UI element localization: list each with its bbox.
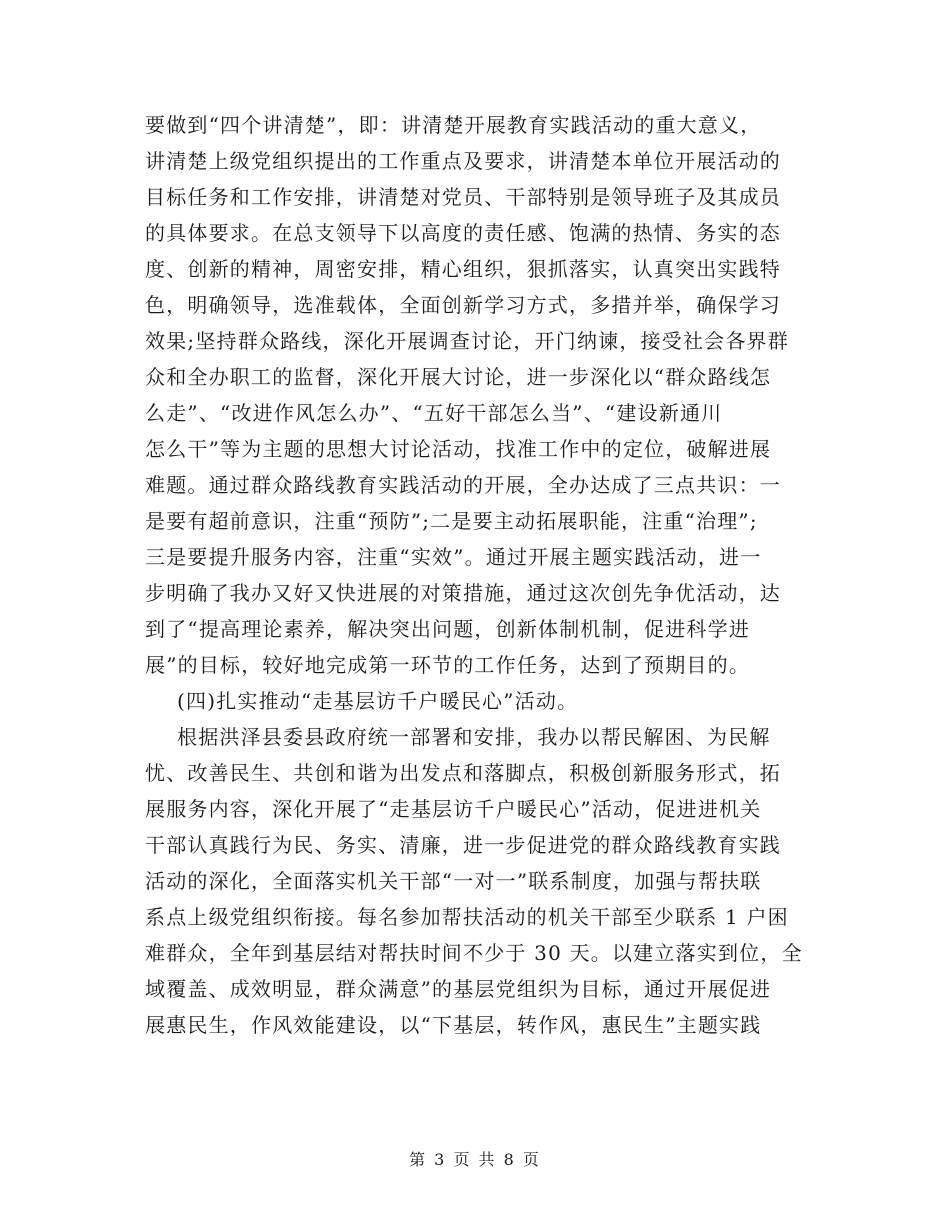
text-line: 展惠民生，作风效能建设，以“下基层，转作风，惠民生”主题实践 <box>145 1013 762 1037</box>
text-line: 展服务内容，深化开展了“走基层访千户暖民心”活动，促进进机关 <box>145 797 762 821</box>
text-line: 怎么干”等为主题的思想大讨论活动，找准工作中的定位，破解进展 <box>145 437 772 461</box>
text-line: 难题。通过群众路线教育实践活动的开展，全办达成了三点共识：一 <box>145 473 781 497</box>
text-line: (四)扎实推动“走基层访千户暖民心”活动。 <box>177 689 579 713</box>
text-line: 色，明确领导，选准载体，全面创新学习方式，多措并举，确保学习 <box>145 293 781 317</box>
text-line: 要做到“四个讲清楚”，即：讲清楚开展教育实践活动的重大意义， <box>145 113 762 137</box>
text-line: 根据洪泽县委县政府统一部署和安排，我办以帮民解困、为民解 <box>177 725 771 749</box>
paragraph <box>145 107 825 683</box>
text-line: 目标任务和工作安排，讲清楚对党员、干部特别是领导班子及其成员 <box>145 185 781 209</box>
text-line: 到了“提高理论素养，解决突出问题，创新体制机制，促进科学进 <box>145 617 751 641</box>
text-line: 难群众，全年到基层结对帮扶时间不少于 30 天。以建立落实到位，全 <box>145 941 803 965</box>
text-line: 步明确了我办又好又快进展的对策措施，通过这次创先争优活动，达 <box>145 581 781 605</box>
text-line: 的具体要求。在总支领导下以高度的责任感、饱满的热情、务实的态 <box>145 221 781 245</box>
text-line: 么走”、“改进作风怎么办”、“五好干部怎么当”、“建设新通川 <box>145 401 723 425</box>
text-line: 效果;坚持群众路线，深化开展调查讨论，开门纳谏，接受社会各界群 <box>145 329 789 353</box>
text-line: 讲清楚上级党组织提出的工作重点及要求，讲清楚本单位开展活动的 <box>145 149 781 173</box>
text-line: 展”的目标，较好地完成第一环节的工作任务，达到了预期目的。 <box>145 653 751 677</box>
document-body <box>145 107 825 1043</box>
text-line: 是要有超前意识，注重“预防”;二是要主动拓展职能，注重“治理”; <box>145 509 758 533</box>
text-line: 干部认真践行为民、务实、清廉，进一步促进党的群众路线教育实践 <box>145 833 781 857</box>
text-line: 活动的深化，全面落实机关干部“一对一”联系制度，加强与帮扶联 <box>145 869 762 893</box>
text-line: 三是要提升服务内容，注重“实效”。通过开展主题实践活动，进一 <box>145 545 762 569</box>
paragraph <box>145 719 825 1043</box>
text-line: 系点上级党组织衔接。每名参加帮扶活动的机关干部至少联系 1 户困 <box>145 905 789 929</box>
page-footer: 第 3 页 共 8 页 <box>409 1150 541 1169</box>
text-line: 度、创新的精神，周密安排，精心组织，狠抓落实，认真突出实践特 <box>145 257 781 281</box>
paragraph <box>145 683 825 719</box>
text-line: 忧、改善民生、共创和谐为出发点和落脚点，积极创新服务形式，拓 <box>145 761 781 785</box>
text-line: 域覆盖、成效明显，群众满意”的基层党组织为目标，通过开展促进 <box>145 977 772 1001</box>
text-line: 众和全办职工的监督，深化开展大讨论，进一步深化以“群众路线怎 <box>145 365 772 389</box>
